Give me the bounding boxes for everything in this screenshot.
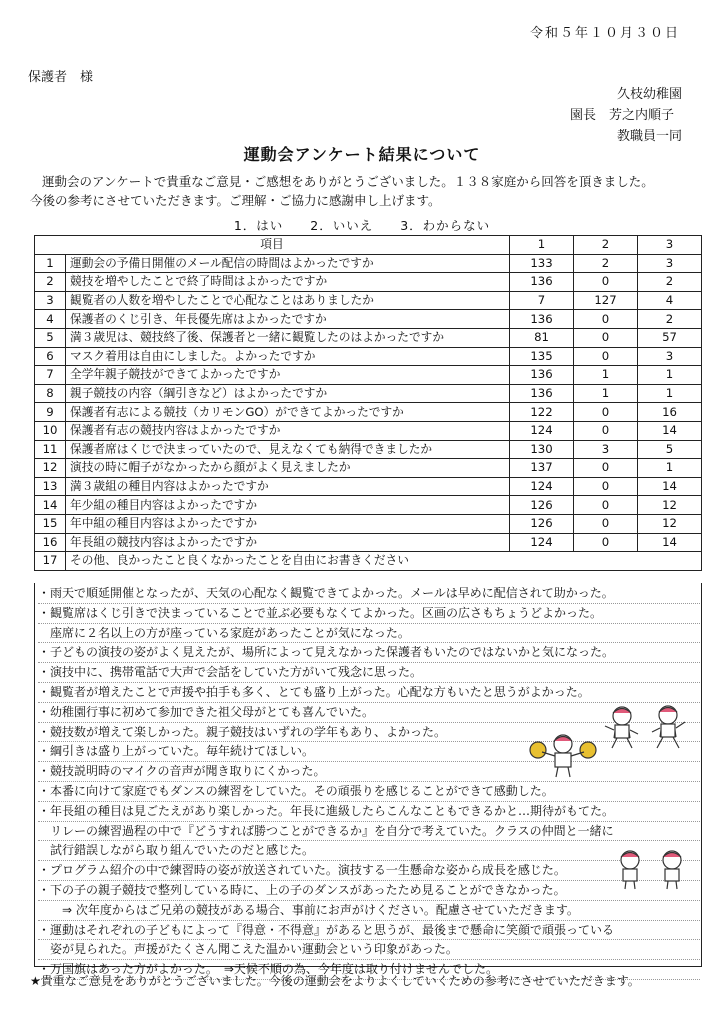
- comment-line: ・下の子の親子競技で整列している時に、上の子のダンスがあったため見ることができなかった。: [38, 881, 700, 901]
- count-yes: 126: [510, 496, 574, 515]
- intro-line: 運動会のアンケートで貴重なご意見・ご感想をありがとうございました。１３８家庭から回答を頂きました。: [42, 174, 654, 189]
- table-row: [35, 254, 702, 273]
- table-row: [35, 384, 702, 403]
- count-yes: 136: [510, 384, 574, 403]
- row-number: 6: [35, 347, 66, 366]
- column-header-item: 項目: [35, 236, 510, 255]
- table-row: [35, 477, 702, 496]
- count-unknown: 5: [638, 440, 702, 459]
- count-unknown: 1: [638, 366, 702, 385]
- question-text: 全学年親子競技ができてよかったですか: [66, 366, 510, 385]
- count-yes: 126: [510, 514, 574, 533]
- count-yes: 137: [510, 459, 574, 478]
- count-no: 0: [574, 403, 638, 422]
- row-number: 14: [35, 496, 66, 515]
- count-no: 0: [574, 477, 638, 496]
- row-number: 2: [35, 273, 66, 292]
- count-unknown: 2: [638, 310, 702, 329]
- comment-line: ・年長組の種目は見ごたえがあり楽しかった。年長に進級したらこんなこともできるかと…期待がもてた。: [38, 802, 700, 822]
- count-no: 0: [574, 459, 638, 478]
- table-row: [35, 291, 702, 310]
- question-text: 親子競技の内容（綱引きなど）はよかったですか: [66, 384, 510, 403]
- row-number: 16: [35, 533, 66, 552]
- table-row: [35, 533, 702, 552]
- question-text: 運動会の予備日開催のメール配信の時間はよかったですか: [66, 254, 510, 273]
- count-no: 0: [574, 421, 638, 440]
- count-unknown: 3: [638, 347, 702, 366]
- comment-line: ⇒ 次年度からはご兄弟の競技がある場合、事前にお声がけください。配慮させていただきます。: [38, 901, 700, 921]
- kindergarten-name: 久枝幼稚園: [616, 87, 682, 102]
- children-pair-illustration: [606, 848, 700, 890]
- intro-line: 今後の参考にさせていただきます。ご理解・ご協力に感謝申し上げます。: [30, 193, 441, 208]
- count-no: 127: [574, 291, 638, 310]
- count-unknown: 14: [638, 421, 702, 440]
- question-text: 演技の時に帽子がなかったから顔がよく見えましたか: [66, 459, 510, 478]
- comment-line: ・観覧者が増えたことで声援や拍手も多く、とても盛り上がった。心配な方もいたと思うがよかった。: [38, 683, 700, 703]
- intro-text: [30, 172, 700, 210]
- running-children-illustration: [600, 702, 700, 750]
- count-unknown: 57: [638, 328, 702, 347]
- question-text: 満３歳児は、競技終了後、保護者と一緒に観覧したのはよかったですか: [66, 328, 510, 347]
- count-unknown: 4: [638, 291, 702, 310]
- count-yes: 133: [510, 254, 574, 273]
- comment-line: リレーの練習過程の中で『どうすれば勝つことができるか』を自分で考えていた。クラスの仲間と一緒に: [38, 822, 700, 842]
- comment-line: ・プログラム紹介の中で練習時の姿が放送されていた。演技する一生懸命な姿から成長を感じた。: [38, 861, 700, 881]
- count-yes: 130: [510, 440, 574, 459]
- count-unknown: 1: [638, 384, 702, 403]
- table-row: [35, 310, 702, 329]
- table-row: [35, 514, 702, 533]
- staff-signature: 教職員一同: [616, 129, 682, 144]
- closing-note: ★貴重なご意見をありがとうございました。今後の運動会をよりよくしていくための参考にさせていただきます。: [30, 974, 640, 988]
- count-no: 0: [574, 514, 638, 533]
- survey-table: [34, 235, 702, 571]
- row-number: 4: [35, 310, 66, 329]
- count-no: 0: [574, 310, 638, 329]
- comment-line: 試行錯誤しながら取り組んでいたのだと感じた。: [38, 841, 700, 861]
- count-yes: 81: [510, 328, 574, 347]
- table-header-row: [35, 236, 702, 255]
- row-number: 13: [35, 477, 66, 496]
- question-text: 保護者有志による競技（カリモンGO）ができてよかったですか: [66, 403, 510, 422]
- count-unknown: 2: [638, 273, 702, 292]
- count-no: 3: [574, 440, 638, 459]
- count-no: 1: [574, 366, 638, 385]
- count-yes: 124: [510, 477, 574, 496]
- count-yes: 7: [510, 291, 574, 310]
- table-row: [35, 496, 702, 515]
- row-number: 10: [35, 421, 66, 440]
- comment-line: ・競技説明時のマイクの音声が聞き取りにくかった。: [38, 762, 700, 782]
- row-number: 8: [35, 384, 66, 403]
- comment-line: ・子どもの演技の姿がよく見えたが、場所によって見えなかった保護者もいたのではないかと気になった。: [38, 643, 700, 663]
- page-title: 運動会アンケート結果について: [243, 145, 481, 164]
- count-yes: 122: [510, 403, 574, 422]
- row-number: 17: [35, 552, 66, 571]
- count-no: 0: [574, 496, 638, 515]
- count-yes: 124: [510, 421, 574, 440]
- comments-list: [38, 584, 700, 980]
- count-yes: 136: [510, 273, 574, 292]
- row-number: 3: [35, 291, 66, 310]
- table-row: [35, 421, 702, 440]
- question-text: 競技を増やしたことで終了時間はよかったですか: [66, 273, 510, 292]
- question-text: 年中組の種目内容はよかったですか: [66, 514, 510, 533]
- question-text: 保護者のくじ引き、年長優先席はよかったですか: [66, 310, 510, 329]
- question-text: 年少組の種目内容はよかったですか: [66, 496, 510, 515]
- count-no: 0: [574, 328, 638, 347]
- count-yes: 136: [510, 310, 574, 329]
- row-number: 15: [35, 514, 66, 533]
- answer-legend: 1．はい 2．いいえ 3．わからない: [233, 218, 491, 233]
- table-row: [35, 366, 702, 385]
- comment-line: 姿が見られた。声援がたくさん聞こえた温かい運動会という印象があった。: [38, 940, 700, 960]
- row-number: 11: [35, 440, 66, 459]
- count-unknown: 14: [638, 533, 702, 552]
- column-header-yes: 1: [510, 236, 574, 255]
- question-text: 年長組の競技内容はよかったですか: [66, 533, 510, 552]
- count-no: 1: [574, 384, 638, 403]
- count-unknown: 12: [638, 496, 702, 515]
- cheering-child-illustration: [528, 730, 598, 778]
- count-unknown: 16: [638, 403, 702, 422]
- count-no: 0: [574, 273, 638, 292]
- comment-line: ・演技中に、携帯電話で大声で会話をしていた方がいて残念に思った。: [38, 663, 700, 683]
- table-row: [35, 328, 702, 347]
- question-text: その他、良かったこと良くなかったことを自由にお書きください: [66, 552, 702, 571]
- comment-line: ・本番に向けて家庭でもダンスの練習をしていた。その頑張りを感じることができて感動した。: [38, 782, 700, 802]
- count-yes: 124: [510, 533, 574, 552]
- comment-line: ・綱引きは盛り上がっていた。毎年続けてほしい。: [38, 742, 700, 762]
- comment-line: ・万国旗はあった方がよかった。 ⇒天候不順の為、今年度は取り付けませんでした。: [38, 960, 700, 980]
- comment-line: ・競技数が増えて楽しかった。親子競技はいずれの学年もあり、よかった。: [38, 723, 700, 743]
- recipient: 保護者 様: [28, 70, 94, 85]
- count-unknown: 1: [638, 459, 702, 478]
- table-row: [35, 459, 702, 478]
- column-header-no: 2: [574, 236, 638, 255]
- count-no: 2: [574, 254, 638, 273]
- comment-line: ・雨天で順延開催となったが、天気の心配なく観覧できてよかった。メールは早めに配信されて助かった。: [38, 584, 700, 604]
- question-text: 満３歳組の種目内容はよかったですか: [66, 477, 510, 496]
- column-header-unknown: 3: [638, 236, 702, 255]
- table-row: [35, 273, 702, 292]
- count-no: 0: [574, 533, 638, 552]
- comment-line: ・運動はそれぞれの子どもによって『得意・不得意』があると思うが、最後まで懸命に笑顔で頑張っている: [38, 921, 700, 941]
- table-row: [35, 440, 702, 459]
- table-row: [35, 552, 702, 571]
- table-row: [35, 403, 702, 422]
- comment-line: 座席に２名以上の方が座っている家庭があったことが気になった。: [38, 624, 700, 644]
- count-unknown: 14: [638, 477, 702, 496]
- count-yes: 136: [510, 366, 574, 385]
- row-number: 7: [35, 366, 66, 385]
- question-text: 観覧者の人数を増やしたことで心配なことはありましたか: [66, 291, 510, 310]
- question-text: 保護者席はくじで決まっていたので、見えなくても納得できましたか: [66, 440, 510, 459]
- comment-line: ・観覧席はくじ引きで決まっていることで並ぶ必要もなくてよかった。区画の広さもちょうどよかった。: [38, 604, 700, 624]
- comment-line: ・幼稚園行事に初めて参加できた祖父母がとても喜んでいた。: [38, 703, 700, 723]
- row-number: 1: [35, 254, 66, 273]
- row-number: 5: [35, 328, 66, 347]
- question-text: マスク着用は自由にしました。よかったですか: [66, 347, 510, 366]
- principal-name: 園長 芳之内順子: [569, 108, 674, 123]
- row-number: 9: [35, 403, 66, 422]
- question-text: 保護者有志の競技内容はよかったですか: [66, 421, 510, 440]
- count-unknown: 12: [638, 514, 702, 533]
- count-unknown: 3: [638, 254, 702, 273]
- count-no: 0: [574, 347, 638, 366]
- date: 令和５年１０月３０日: [529, 26, 680, 41]
- row-number: 12: [35, 459, 66, 478]
- table-row: [35, 347, 702, 366]
- count-yes: 135: [510, 347, 574, 366]
